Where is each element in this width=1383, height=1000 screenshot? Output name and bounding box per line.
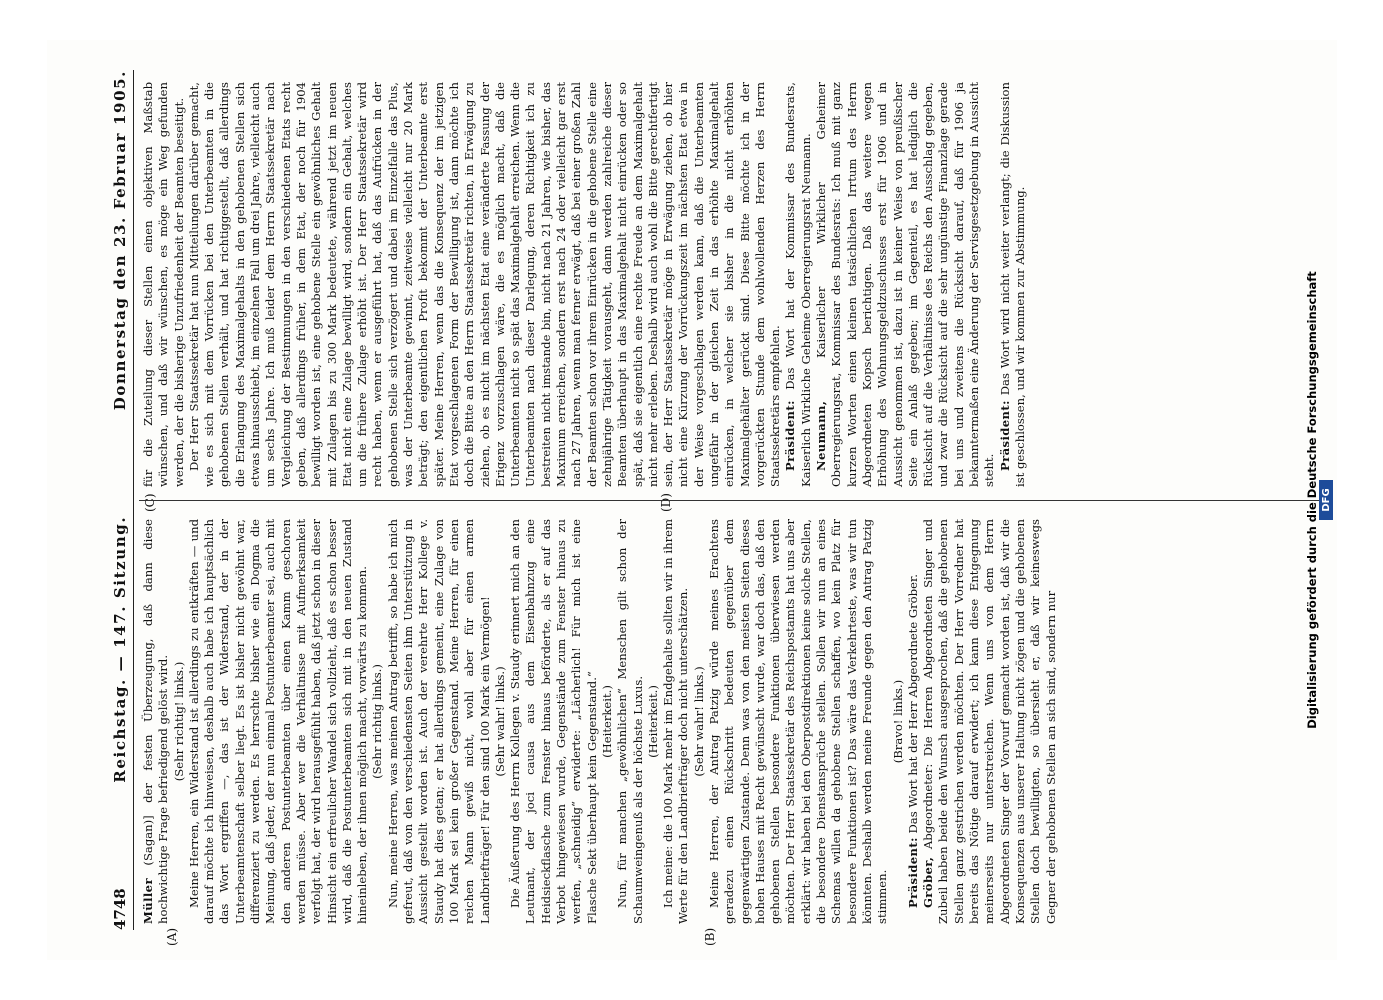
speech-paragraph — [921, 519, 1059, 924]
paragraph-text: Ich meine: die 100 Mark mehr im Endgehalte sollten wir in ihrem Werte für den Landbriefträger doch nicht unterschätzen. — [660, 519, 690, 924]
paragraph-text: (Sagan)] der festen Überzeugung, daß dann diese hochwichtige Frage befriedigend gelöst wird. — [140, 519, 170, 924]
speech-paragraph — [615, 519, 646, 924]
paragraph-text: (Bravo! links.) — [890, 679, 905, 764]
speech-paragraph — [905, 519, 920, 924]
paragraph-text: Das Wort wird nicht weiter verlangt; die Diskussion ist geschlossen, und wir kommen zur Abstimmung. — [997, 82, 1027, 487]
paragraph-text: (Sehr wahr! links.) — [691, 666, 706, 777]
interjection — [599, 519, 614, 924]
running-header — [105, 70, 129, 930]
interjection — [691, 519, 706, 924]
session-title: Reichstag. — 147. Sitzung. — [110, 515, 129, 783]
right-column — [141, 82, 1028, 487]
margin-mark-c: (C) — [142, 493, 157, 512]
speech-paragraph — [997, 82, 1028, 487]
paragraph-text: Kaiserlicher Wirklicher Geheimer Oberregierungsrat, Kommissar des Bundesrats: Ich muß mit ganz kurzen Worten einen kleinen tatsächlichen Irrtum des Herrn Abgeordneten Kopsch berichtigen. Daß das weitere wegen Erhöhung des Wohnungsgeldzuschusses erst für 1906 und in Aussicht genommen ist, dazu ist in keiner Weise von preußischer Seite ein Anlaß gegeben; im Gegenteil, es hat lediglich die Rücksicht auf die Verhältnisse des Reichs den Ausschlag gegeben, und zwar die Rücksicht auf die sehr ungünstige Finanzlage gerade bei uns und zweitens die Rücksicht darauf, daß für 1906 ja bekanntermaßen eine Änderung der Servisgesetzgebung in Aussicht steht. — [813, 81, 996, 487]
paragraph-text: Abgeordneter: Die Herren Abgeordneten Singer und Zubeil haben beide den Wunsch ausgesprochen, daß die gehobenen Stellen ganz gestrichen werden möchten. Der Herr Vorredner hat bereits das Nötige darauf erwidert; ich kann diese Entgegnung meinerseits nur unterstreichen. Wenn uns von dem Herrn Abgeordneten Singer der Vorwurf gemacht worden ist, daß wir die Konsequenzen aus unserer Haltung nicht zögen und die gehobenen Stellen doch bewilligten, so übersieht er, daß wir keineswegs Gegner der gehobenen Stellen an sich sind, sondern nur — [920, 519, 1058, 924]
session-date: Donnerstag den 23. Februar 1905. — [110, 70, 129, 411]
digitization-credit: Digitalisierung gefördert durch die Deutsche Forschungsgemeinschaft — [1304, 271, 1319, 729]
paragraph-text: (Sehr richtig! links.) — [171, 661, 186, 782]
speaker-name: Müller — [140, 878, 155, 924]
page-number: 4748 — [110, 888, 129, 930]
speech-paragraph — [783, 82, 814, 487]
dfg-logo: DFG — [1319, 480, 1333, 520]
column-divider — [139, 500, 1329, 501]
interjection — [492, 519, 507, 924]
paragraph-text: Die Äußerung des Herrn Kollegen v. Staudy erinnert mich an den Leutnant, der joci causa aus dem Eisenbahnzug eine Heidsieckflasche zum Fenster hinaus beförderte, als er auf das Verbot hingewiesen wurde, Gegenstände zum Fenster hinaus zu werfen, „schneidig“ erwiderte: „Lächerlich! Für mich ist eine Flasche Sekt überhaupt kein Gegenstand.“ — [507, 519, 599, 924]
speech-paragraph — [706, 519, 890, 924]
speaker-name: Präsident: — [997, 400, 1012, 471]
interjection — [645, 519, 660, 924]
paragraph-text: (Sehr richtig links.) — [369, 664, 384, 779]
left-column — [141, 519, 1059, 924]
paragraph-text: Der Herr Staatssekretär hat nun Mitteilungen darüber gemacht, wie es sich mit dem Vorrücken bei den Unterbeamten in die gehobenen Stellen verhält, und hat richtiggestellt, daß allerdings die Erlangung des Maximalgehalts in den gehobenen Stellen sich etwas hinausschiebt, im einzelnen Fall um drei Jahre, vielleicht auch um sechs Jahre. Ich muß leider dem Herrn Staatssekretär nach Vergleichung der Bestimmungen in den verschiedenen Etats recht geben, daß allerdings früher, in dem Etat, der noch für 1904 bewilligt worden ist, eine gehobene Stelle ein gewöhnliches Gehalt mit Zulagen bis zu 300 Mark bedeutete, während jetzt im neuen Etat nicht eine Zulage bewilligt wird, sondern ein Gehalt, welches um die frühere Zulage erhöht ist. Der Herr Staatssekretär wird recht haben, wenn er ausgeführt hat, daß das Aufrücken in der gehobenen Stelle sich verzögert und dabei im Einzelfalle das Plus, was der Unterbeamte gewinnt, zeitweise vielleicht nur 20 Mark beträgt; den eigentlichen Profit bekommt der Unterbeamte erst später. Meine Herren, wenn das die Konsequenz der im jetzigen Etat vorgeschlagenen Form der Bewilligung ist, dann möchte ich doch die Bitte an den Herrn Staatssekretär richten, in Erwägung zu ziehen, ob es nicht im nächsten Etat eine veränderte Fassung der Erigenz vorzuschlagen wäre, die es möglich macht, daß die Unterbeamten nicht so spät das Maximalgehalt erreichen. Wenn die Unterbeamten nach dieser Darlegung, deren Richtigkeit ich zu bestreiten nicht imstande bin, nicht nach 21 Jahren, wie bisher, das Maximum erreichen, sondern erst nach 24 oder vielleicht gar erst nach 27 Jahren, wenn man ferner erwägt, daß bei einer großen Zahl der Beamten schon vor ihrem Einrücken in die gehobene Stelle eine zehnjährige Tätigkeit vorausgeht, dann werden zahlreiche dieser Beamten überhaupt in das Maximalgehalt nicht einrücken oder so spät, daß sie eigentlich eine rechte Freude an dem Maximalgehalt nicht mehr erleben. Deshalb wird auch wohl die Bitte gerechtfertigt sein, der Herr Staatssekretär möge in Erwägung ziehen, ob hier nicht eine Kürzung der Vorrückungszeit im nächsten Etat etwa in der Weise vorgeschlagen werden kann, daß die Unterbeamten ungefähr in der gleichen Zeit in das erhöhte Maximalgehalt einrücken, in welcher sie bisher in die nicht erhöhten Maximalgehälter gerückt sind. Diese Bitte möchte ich in der vorgerückten Stunde dem wohlwollenden Herzen des Herrn Staatssekretärs empfehlen. — [186, 82, 782, 487]
paragraph-text: (Heiterkeit.) — [599, 685, 614, 758]
speaker-name: Neumann, — [813, 400, 828, 471]
speech-paragraph — [141, 82, 187, 487]
interjection — [370, 519, 385, 924]
speaker-name: Präsident: — [782, 400, 797, 471]
paragraph-text: Meine Herren, ein Widerstand ist allerdings zu entkräften — und darauf möchte ich hinweisen, deshalb auch habe ich hauptsächlich das Wort ergriffen —, das ist der Widerstand, der in der Unterbeamtenschaft selber liegt. Es ist bisher nicht gewöhnt war, differenziert zu werden. Es herrschte bisher wie ein Dogma die Meinung, daß jeder, der nun einmal Postunterbeamter sei, auch mit den anderen Postunterbeamten über einen Kamm geschoren werden müsse. Aber wer die Verhältnisse mit Aufmerksamkeit verfolgt hat, der wird herausgefühlt haben, daß jetzt schon in dieser Hinsicht ein erfreulicher Wandel sich vollzieht, daß es schon besser wird, daß die Postunterbeamten sich mit in den neuen Zustand hineinleben, der ihnen möglich macht, vorwärts zu kommen. — [186, 519, 369, 924]
speech-paragraph — [814, 82, 998, 487]
paragraph-text: Nun, meine Herren, was meinen Antrag betrifft, so habe ich mich gefreut, daß von den verschiedensten Seiten ihm Unterstützung in Aussicht gestellt worden ist. Auch der verehrte Herr Kollege v. Staudy hat dies getan; er hat allerdings gemeint, eine Zulage von 100 Mark sei kein großer Gegenstand. Meine Herren, für einen reichen Mann gewiß nicht, wohl aber für einen armen Landbriefträger! Für den sind 100 Mark ein Vermögen! — [385, 519, 492, 924]
speech-paragraph — [186, 82, 783, 487]
margin-mark-b: (B) — [702, 927, 717, 946]
margin-mark-d: (D) — [658, 493, 673, 512]
speech-paragraph — [661, 519, 692, 924]
paragraph-text: Das Wort hat der Herr Abgeordnete Gröber. — [905, 574, 920, 834]
header-rule — [133, 70, 134, 930]
interjection — [890, 519, 905, 924]
paragraph-text: (Heiterkeit.) — [645, 685, 660, 758]
paragraph-text: für die Zuteilung dieser Stellen einen objektiven Maßstab wünschen, und daß wir wünschen, es möge ein Weg gefunden werden, der die bisherige Unzufriedenheit der Beamten beseitigt. — [140, 82, 186, 487]
speech-paragraph — [508, 519, 600, 924]
margin-mark-a: (A) — [164, 927, 179, 946]
speaker-name: Gröber, — [920, 856, 935, 908]
paragraph-text: Das Wort hat der Kommissar des Bundesrats, Kaiserlich Wirkliche Geheime Oberregierungsrat Neumann. — [782, 82, 813, 487]
paragraph-text: Meine Herren, der Antrag Patzig würde meines Erachtens geradezu einen Rückschritt bedeuten gegenüber dem gegenwärtigen Zustande. Denn was von den meisten Seiten dieses hohen Hauses mit Recht gewünscht wurde, war doch das, daß den gehobenen Stellen besondere Funktionen überwiesen werden möchten. Der Herr Staatssekretär des Reichspostamts hat uns aber erklärt: wir haben bei den Oberpostdirektionen keine solche Stellen, die besondere Dienstansprüche stellen. Sollen wir nun an eines Schemas willen da gehobene Stellen schaffen, wo kein Platz für besondere Funktionen ist? Das wäre das Verkehrteste, was wir tun könnten. Deshalb werden meine Freunde gegen den Antrag Patzig stimmen. — [706, 519, 889, 924]
scanned-page — [47, 40, 1337, 960]
speaker-name: Präsident: — [905, 837, 920, 908]
speech-paragraph — [385, 519, 492, 924]
paragraph-text: (Sehr wahr! links.) — [492, 666, 507, 777]
interjection — [171, 519, 186, 924]
speech-paragraph — [141, 519, 172, 924]
speech-paragraph — [186, 519, 370, 924]
paragraph-text: Nun, für manchen „gewöhnlichen“ Menschen gilt schon der Schaumweingenuß als der höchste Luxus. — [614, 519, 644, 924]
